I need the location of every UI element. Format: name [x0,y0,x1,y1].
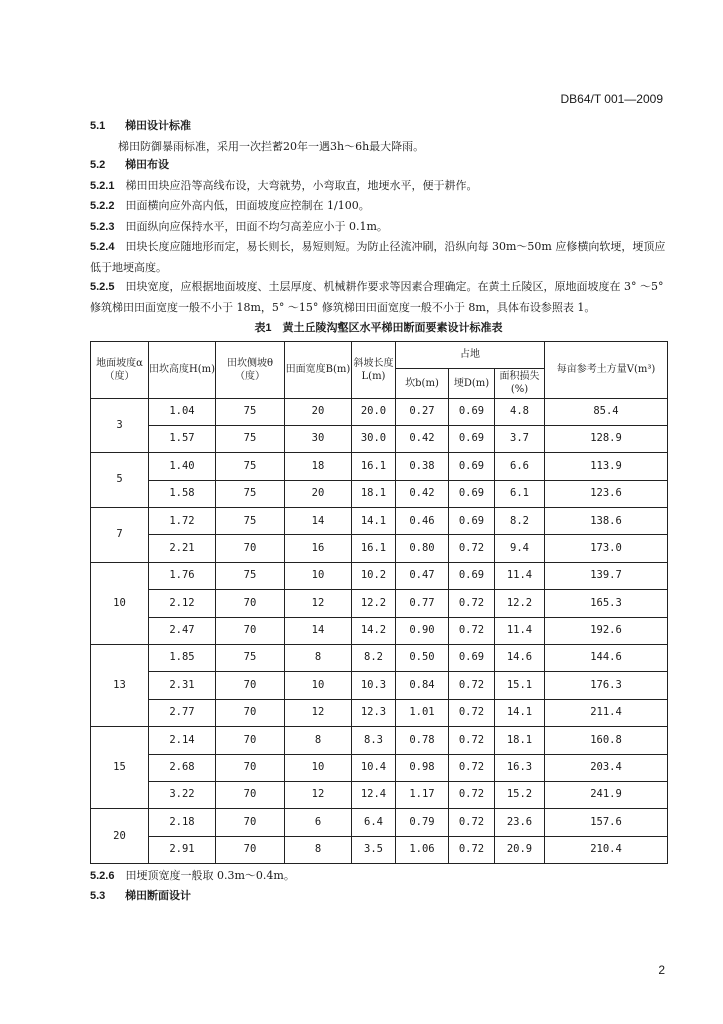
cell-angle: 70 [216,535,285,562]
cell-height: 2.68 [149,754,216,781]
cell-width: 30 [285,425,352,452]
cell-width: 14 [285,508,352,535]
cell-slope: 3 [91,398,149,453]
table-row [91,754,668,781]
cell-volume: 85.4 [545,398,668,425]
cell-slope-length: 20.0 [352,398,396,425]
table-row [91,480,668,507]
cell-height: 2.31 [149,672,216,699]
section-number: 5.2 [90,159,106,171]
cell-volume: 211.4 [545,699,668,726]
cell-kan-b: 0.42 [396,425,449,452]
cell-area-loss: 23.6 [495,809,545,836]
cell-angle: 70 [216,727,285,754]
clause-number: 5.2.3 [90,220,115,233]
cell-angle: 70 [216,617,285,644]
cell-slope: 10 [91,562,149,644]
cell-geng-d: 0.69 [449,398,495,425]
cell-angle: 70 [216,590,285,617]
cell-width: 12 [285,781,352,808]
cell-geng-d: 0.72 [449,836,495,863]
cell-slope-length: 8.3 [352,727,396,754]
table-row [91,590,668,617]
cell-volume: 144.6 [545,645,668,672]
cell-kan-b: 1.17 [396,781,449,808]
cell-geng-d: 0.72 [449,590,495,617]
cell-area-loss: 20.9 [495,836,545,863]
cell-kan-b: 0.38 [396,453,449,480]
cell-slope-length: 3.5 [352,836,396,863]
cell-angle: 70 [216,699,285,726]
header-geng-d: 埂D(m) [449,368,495,398]
terrace-spec-table [90,341,668,865]
clause-5-2-3 [90,217,667,238]
cell-area-loss: 15.2 [495,781,545,808]
cell-width: 8 [285,645,352,672]
cell-geng-d: 0.72 [449,535,495,562]
cell-geng-d: 0.69 [449,453,495,480]
cell-area-loss: 14.6 [495,645,545,672]
cell-volume: 176.3 [545,672,668,699]
cell-angle: 75 [216,508,285,535]
cell-kan-b: 1.01 [396,699,449,726]
cell-geng-d: 0.69 [449,645,495,672]
cell-area-loss: 4.8 [495,398,545,425]
table-row [91,645,668,672]
cell-height: 1.76 [149,562,216,589]
cell-kan-b: 0.84 [396,672,449,699]
cell-volume: 241.9 [545,781,668,808]
cell-angle: 75 [216,480,285,507]
cell-slope-length: 16.1 [352,453,396,480]
cell-height: 1.04 [149,398,216,425]
cell-angle: 70 [216,809,285,836]
cell-width: 16 [285,535,352,562]
cell-area-loss: 8.2 [495,508,545,535]
cell-slope-length: 12.4 [352,781,396,808]
cell-kan-b: 0.47 [396,562,449,589]
clause-number: 5.2.1 [90,179,115,192]
table-row [91,727,668,754]
cell-area-loss: 15.1 [495,672,545,699]
cell-height: 1.40 [149,453,216,480]
table-row [91,617,668,644]
cell-volume: 157.6 [545,809,668,836]
cell-volume: 203.4 [545,754,668,781]
cell-area-loss: 3.7 [495,425,545,452]
clause-number: 5.2.5 [90,281,115,293]
cell-width: 10 [285,562,352,589]
cell-width: 10 [285,672,352,699]
cell-kan-b: 0.80 [396,535,449,562]
cell-slope: 7 [91,508,149,563]
cell-height: 3.22 [149,781,216,808]
section-5-2-heading [90,156,667,176]
cell-volume: 139.7 [545,562,668,589]
cell-kan-b: 0.50 [396,645,449,672]
document-code: DB64/T 001—2009 [560,92,663,106]
cell-width: 14 [285,617,352,644]
cell-height: 1.58 [149,480,216,507]
cell-angle: 70 [216,781,285,808]
cell-slope-length: 12.3 [352,699,396,726]
header-occupy: 占地 [396,341,545,368]
cell-slope-length: 14.1 [352,508,396,535]
cell-kan-b: 1.06 [396,836,449,863]
cell-geng-d: 0.69 [449,562,495,589]
cell-slope: 5 [91,453,149,508]
table-row [91,425,668,452]
clause-text: 梯田田块应沿等高线布设，大弯就势，小弯取直，地埂水平，便于耕作。 [125,178,478,192]
header-volume: 每亩参考土方量V(m³) [545,341,668,398]
cell-kan-b: 0.27 [396,398,449,425]
cell-height: 2.12 [149,590,216,617]
header-kan-b: 坎b(m) [396,368,449,398]
clause-text: 田面纵向应保持水平，田面不均匀高差应小于 0.1m。 [125,219,388,233]
cell-area-loss: 16.3 [495,754,545,781]
table-row [91,453,668,480]
cell-angle: 75 [216,453,285,480]
cell-geng-d: 0.69 [449,508,495,535]
cell-kan-b: 0.46 [396,508,449,535]
section-5-1-text: 梯田防御暴雨标准，采用一次拦蓄20年一遇3h～6h最大降雨。 [118,139,425,153]
cell-area-loss: 12.2 [495,590,545,617]
section-number: 5.3 [90,889,106,902]
clause-text: 田块宽度，应根据地面坡度、土层厚度、机械耕作要求等因素合理确定。在黄土丘陵区，原地面坡度在 3° ～5° 修筑梯田田面宽度一般不小于 18m，5° ～15° 修筑梯田田面宽度一般不小于 8m，具体布设参照表 1。 [90,280,664,314]
cell-slope-length: 10.3 [352,672,396,699]
cell-slope-length: 10.2 [352,562,396,589]
cell-area-loss: 11.4 [495,562,545,589]
cell-volume: 173.0 [545,535,668,562]
clause-5-2-4 [90,237,667,277]
header-width: 田面宽度B(m) [285,341,352,398]
cell-angle: 70 [216,754,285,781]
cell-angle: 75 [216,398,285,425]
cell-kan-b: 0.42 [396,480,449,507]
section-title: 梯田断面设计 [125,889,192,902]
section-title: 梯田布设 [125,159,170,171]
table-row [91,699,668,726]
cell-width: 8 [285,727,352,754]
cell-angle: 70 [216,836,285,863]
cell-width: 20 [285,398,352,425]
cell-slope: 20 [91,809,149,864]
cell-geng-d: 0.72 [449,754,495,781]
cell-geng-d: 0.72 [449,727,495,754]
header-angle: 田坎侧坡θ（度） [216,341,285,398]
cell-height: 1.72 [149,508,216,535]
cell-volume: 192.6 [545,617,668,644]
clause-number: 5.2.2 [90,200,115,212]
cell-width: 8 [285,836,352,863]
cell-slope-length: 6.4 [352,809,396,836]
table-caption: 表1 黄土丘陵沟壑区水平梯田断面要素设计标准表 [254,322,503,334]
cell-geng-d: 0.72 [449,672,495,699]
cell-volume: 210.4 [545,836,668,863]
page-number: 2 [658,963,665,977]
cell-geng-d: 0.72 [449,617,495,644]
cell-height: 1.57 [149,425,216,452]
cell-angle: 75 [216,425,285,452]
cell-area-loss: 6.1 [495,480,545,507]
clause-text: 田埂顶宽度一般取 0.3m～0.4m。 [125,869,295,883]
cell-slope-length: 16.1 [352,535,396,562]
cell-slope-length: 12.2 [352,590,396,617]
cell-slope-length: 30.0 [352,425,396,452]
cell-kan-b: 0.79 [396,809,449,836]
cell-height: 2.18 [149,809,216,836]
clause-5-2-5 [90,277,667,317]
cell-width: 6 [285,809,352,836]
cell-slope-length: 14.2 [352,617,396,644]
table-row [91,672,668,699]
table-row [91,398,668,425]
clause-5-2-1 [90,176,667,197]
cell-angle: 70 [216,672,285,699]
cell-volume: 123.6 [545,480,668,507]
section-number: 5.1 [90,120,106,132]
cell-area-loss: 14.1 [495,699,545,726]
cell-slope: 15 [91,727,149,809]
cell-kan-b: 0.98 [396,754,449,781]
cell-height: 2.21 [149,535,216,562]
clause-text: 田块长度应随地形而定，易长则长，易短则短。为防止径流冲刷，沿纵向每 30m～50m 应修横向软埂，埂顶应低于地埂高度。 [90,240,666,274]
cell-geng-d: 0.72 [449,781,495,808]
section-5-1-heading [90,117,667,137]
cell-volume: 128.9 [545,425,668,452]
cell-area-loss: 11.4 [495,617,545,644]
clause-5-2-6 [90,866,667,887]
cell-slope: 13 [91,645,149,727]
cell-height: 2.47 [149,617,216,644]
cell-height: 2.77 [149,699,216,726]
header-height: 田坎高度H(m) [149,341,216,398]
table-body [91,398,668,864]
cell-width: 10 [285,754,352,781]
cell-height: 1.85 [149,645,216,672]
clause-number: 5.2.6 [90,870,115,883]
section-title: 梯田设计标准 [125,120,192,132]
document-body [90,117,667,906]
cell-width: 18 [285,453,352,480]
table-row [91,809,668,836]
cell-area-loss: 6.6 [495,453,545,480]
cell-volume: 160.8 [545,727,668,754]
cell-volume: 165.3 [545,590,668,617]
section-5-3-heading [90,887,667,907]
cell-height: 2.91 [149,836,216,863]
clause-number: 5.2.4 [90,241,115,253]
table-row [91,562,668,589]
clause-text: 田面横向应外高内低，田面坡度应控制在 1/100。 [125,199,370,212]
header-slope: 地面坡度α（度） [91,341,149,398]
cell-angle: 75 [216,562,285,589]
cell-geng-d: 0.69 [449,425,495,452]
header-slope-length: 斜坡长度L(m) [352,341,396,398]
cell-slope-length: 10.4 [352,754,396,781]
cell-volume: 113.9 [545,453,668,480]
cell-slope-length: 18.1 [352,480,396,507]
cell-kan-b: 0.90 [396,617,449,644]
cell-area-loss: 18.1 [495,727,545,754]
table-row [91,508,668,535]
table-row [91,535,668,562]
header-area-loss: 面积损失(%) [495,368,545,398]
cell-width: 12 [285,699,352,726]
cell-geng-d: 0.72 [449,809,495,836]
cell-kan-b: 0.77 [396,590,449,617]
clause-5-2-2 [90,196,667,217]
cell-width: 12 [285,590,352,617]
cell-slope-length: 8.2 [352,645,396,672]
cell-angle: 75 [216,645,285,672]
cell-width: 20 [285,480,352,507]
cell-volume: 138.6 [545,508,668,535]
cell-geng-d: 0.72 [449,699,495,726]
table-row [91,781,668,808]
cell-height: 2.14 [149,727,216,754]
cell-area-loss: 9.4 [495,535,545,562]
table-row [91,836,668,863]
cell-kan-b: 0.78 [396,727,449,754]
cell-geng-d: 0.69 [449,480,495,507]
